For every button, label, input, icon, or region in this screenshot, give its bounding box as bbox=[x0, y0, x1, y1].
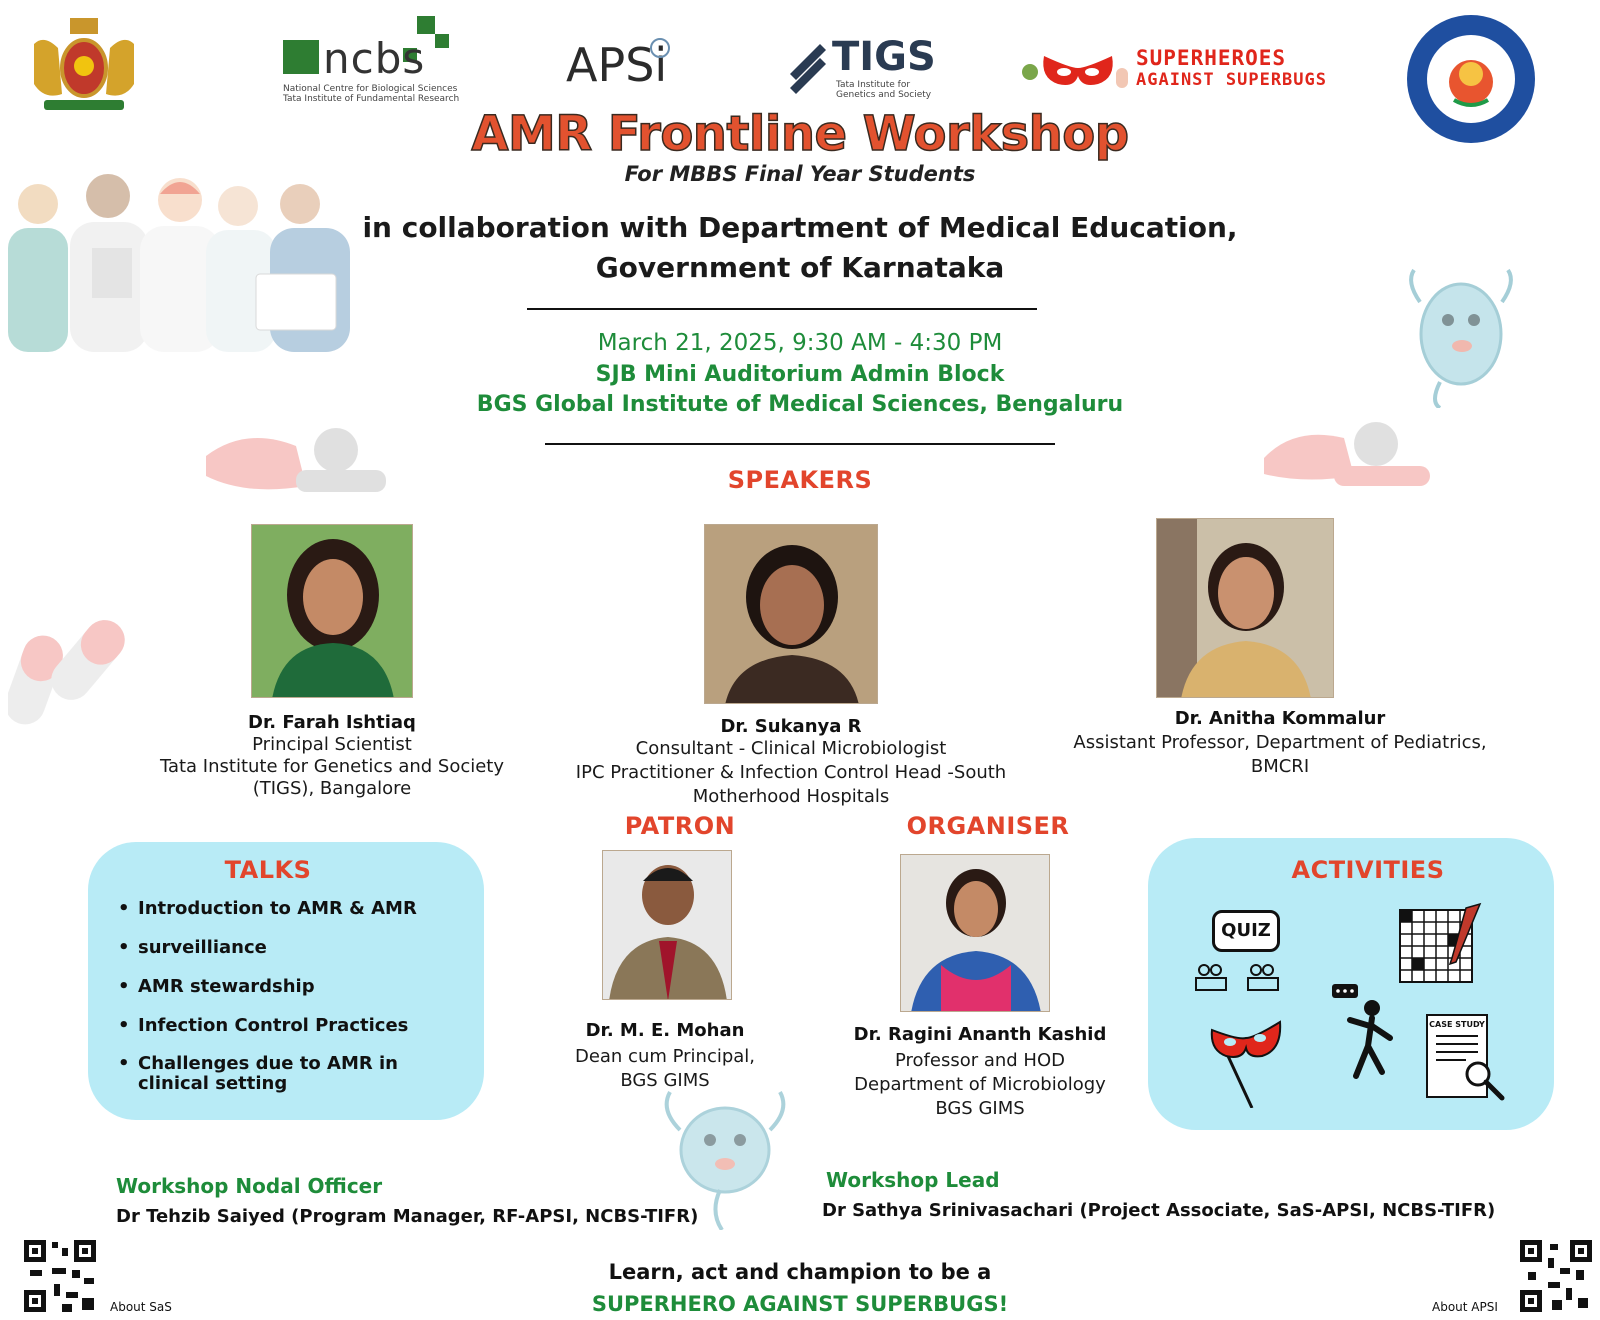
speaker-info-sukanya-3: Motherhood Hospitals bbox=[692, 786, 890, 807]
qr-label-right: About APSI bbox=[1432, 1300, 1498, 1314]
patron-name: Dr. M. E. Mohan bbox=[585, 1020, 745, 1041]
organiser-info-1: Professor and HOD bbox=[894, 1050, 1065, 1071]
speaker-info-farah-1: Principal Scientist bbox=[252, 734, 412, 755]
talks-panel bbox=[88, 842, 484, 1120]
speaker-info-farah-2: Tata Institute for Genetics and Society bbox=[159, 756, 505, 777]
workshop-lead-heading: Workshop Lead bbox=[826, 1168, 1000, 1192]
talk-item: • Challenges due to AMR in clinical setting bbox=[118, 1054, 474, 1094]
emblem-icon bbox=[24, 14, 144, 118]
flying-hero-icon bbox=[206, 426, 386, 506]
quiz-bubble bbox=[1212, 910, 1280, 952]
tagline-line-1: Learn, act and champion to be a bbox=[608, 1260, 992, 1284]
portrait-icon bbox=[901, 855, 1050, 1012]
magnifier-icon bbox=[1462, 1058, 1506, 1102]
ncbs-line2: Tata Institute of Fundamental Research bbox=[283, 94, 460, 104]
portrait-icon bbox=[252, 525, 413, 698]
speaker-info-farah-3: (TIGS), Bangalore bbox=[252, 778, 412, 799]
ncbs-logo bbox=[283, 16, 460, 108]
activities-heading: ACTIVITIES bbox=[1291, 856, 1445, 884]
flying-hero-right bbox=[1264, 418, 1430, 498]
nodal-officer-heading: Workshop Nodal Officer bbox=[116, 1174, 383, 1198]
patron-info-1: Dean cum Principal, bbox=[574, 1046, 756, 1067]
case-study-label: CASE STUDY bbox=[1429, 1020, 1485, 1029]
flying-hero-left bbox=[206, 426, 386, 506]
talks-heading: TALKS bbox=[224, 856, 312, 884]
event-venue-line-2: BGS Global Institute of Medical Sciences, Bengaluru bbox=[476, 392, 1124, 417]
speakers-heading: SPEAKERS bbox=[727, 466, 873, 494]
talk-item: • Introduction to AMR & AMR bbox=[118, 898, 474, 920]
ncbs-line1: National Centre for Biological Sciences bbox=[283, 84, 458, 94]
qr-code-icon bbox=[22, 1238, 98, 1314]
patron-photo bbox=[602, 850, 732, 1000]
speaker-name-sukanya: Dr. Sukanya R bbox=[720, 716, 862, 737]
talk-item-continuation: • surveilliance bbox=[118, 937, 474, 959]
role-play-icon bbox=[1328, 980, 1398, 1080]
patron-heading: PATRON bbox=[624, 812, 736, 840]
divider-top bbox=[527, 308, 1037, 310]
speaker-photo-farah bbox=[251, 524, 413, 698]
tigs-mark-icon bbox=[790, 44, 830, 96]
sas-wordmark-line1: SUPERHEROES bbox=[1136, 46, 1287, 70]
qr-code-right[interactable] bbox=[1518, 1238, 1594, 1314]
nodal-officer-person: Dr Tehzib Saiyed (Program Manager, RF-APSI, NCBS-TIFR) bbox=[116, 1206, 699, 1227]
speaker-photo-sukanya bbox=[704, 524, 878, 704]
ncbs-wordmark: ncbs bbox=[323, 34, 426, 83]
tigs-line2: Genetics and Society bbox=[836, 90, 932, 100]
organiser-photo bbox=[900, 854, 1050, 1012]
bgs-gims-logo bbox=[1404, 12, 1538, 146]
talk-item: • AMR stewardship bbox=[118, 976, 474, 998]
karnataka-emblem-logo bbox=[24, 14, 144, 118]
pill-capsule-icon bbox=[8, 604, 132, 732]
speaker-name-anitha: Dr. Anitha Kommalur bbox=[1174, 708, 1386, 729]
germ-icon bbox=[1400, 262, 1522, 408]
speaker-info-anitha-2: BMCRI bbox=[1250, 756, 1310, 777]
tagline-line-2: SUPERHERO AGAINST SUPERBUGS! bbox=[591, 1292, 1009, 1316]
bgs-seal-icon bbox=[1404, 12, 1538, 146]
speaker-photo-anitha bbox=[1156, 518, 1334, 698]
teams-icon bbox=[1192, 962, 1288, 994]
workshop-lead-person: Dr Sathya Srinivasachari (Project Associate, SaS-APSI, NCBS-TIFR) bbox=[822, 1200, 1496, 1221]
speaker-info-anitha-1: Assistant Professor, Department of Pediatrics, bbox=[1073, 732, 1487, 753]
ncbs-mark-icon bbox=[283, 40, 319, 74]
divider-bottom bbox=[545, 443, 1055, 445]
organiser-info-2: Department of Microbiology bbox=[854, 1074, 1106, 1095]
portrait-icon bbox=[603, 851, 732, 1000]
speaker-name-farah: Dr. Farah Ishtiaq bbox=[248, 712, 416, 733]
talks-list bbox=[118, 898, 474, 1111]
tigs-wordmark: TIGS bbox=[832, 34, 936, 80]
tigs-line1: Tata Institute for bbox=[836, 80, 911, 90]
organiser-heading: ORGANISER bbox=[906, 812, 1070, 840]
sas-logo bbox=[1020, 44, 1340, 96]
workshop-subtitle: For MBBS Final Year Students bbox=[624, 162, 976, 186]
activities-panel bbox=[1148, 838, 1554, 1130]
qr-code-left[interactable] bbox=[22, 1238, 98, 1314]
talk-item: • Infection Control Practices bbox=[118, 1015, 474, 1037]
tigs-logo bbox=[790, 34, 940, 104]
event-date: March 21, 2025, 9:30 AM - 4:30 PM bbox=[597, 330, 1003, 356]
germ-illustration-right bbox=[1400, 262, 1522, 408]
qr-label-left: About SaS bbox=[110, 1300, 172, 1314]
organiser-info-3: BGS GIMS bbox=[935, 1098, 1025, 1119]
drama-mask-icon bbox=[1208, 1012, 1284, 1108]
hero-mask-icon bbox=[1020, 48, 1130, 92]
flying-hero-icon bbox=[1264, 418, 1430, 498]
pills-illustration bbox=[8, 604, 132, 732]
qr-code-icon bbox=[1518, 1238, 1594, 1314]
portrait-icon bbox=[705, 525, 878, 704]
sas-wordmark-line2: AGAINST SUPERBUGS bbox=[1136, 70, 1327, 90]
organiser-name: Dr. Ragini Ananth Kashid bbox=[853, 1024, 1107, 1045]
quiz-label: QUIZ bbox=[1221, 920, 1271, 941]
apsi-mark-icon bbox=[650, 38, 670, 58]
collaboration-line-1: in collaboration with Department of Medical Education, bbox=[362, 211, 1238, 244]
speaker-info-sukanya-1: Consultant - Clinical Microbiologist bbox=[635, 738, 947, 759]
speaker-info-sukanya-2: IPC Practitioner & Infection Control Head -South bbox=[575, 762, 1007, 783]
portrait-icon bbox=[1157, 519, 1334, 698]
apsi-logo: APSi bbox=[566, 38, 668, 92]
crossword-icon bbox=[1396, 902, 1484, 990]
collaboration-line-2: Government of Karnataka bbox=[595, 251, 1005, 284]
event-venue-line-1: SJB Mini Auditorium Admin Block bbox=[595, 362, 1005, 387]
patron-info-2: BGS GIMS bbox=[620, 1070, 710, 1091]
workshop-title: AMR Frontline Workshop bbox=[471, 106, 1129, 162]
